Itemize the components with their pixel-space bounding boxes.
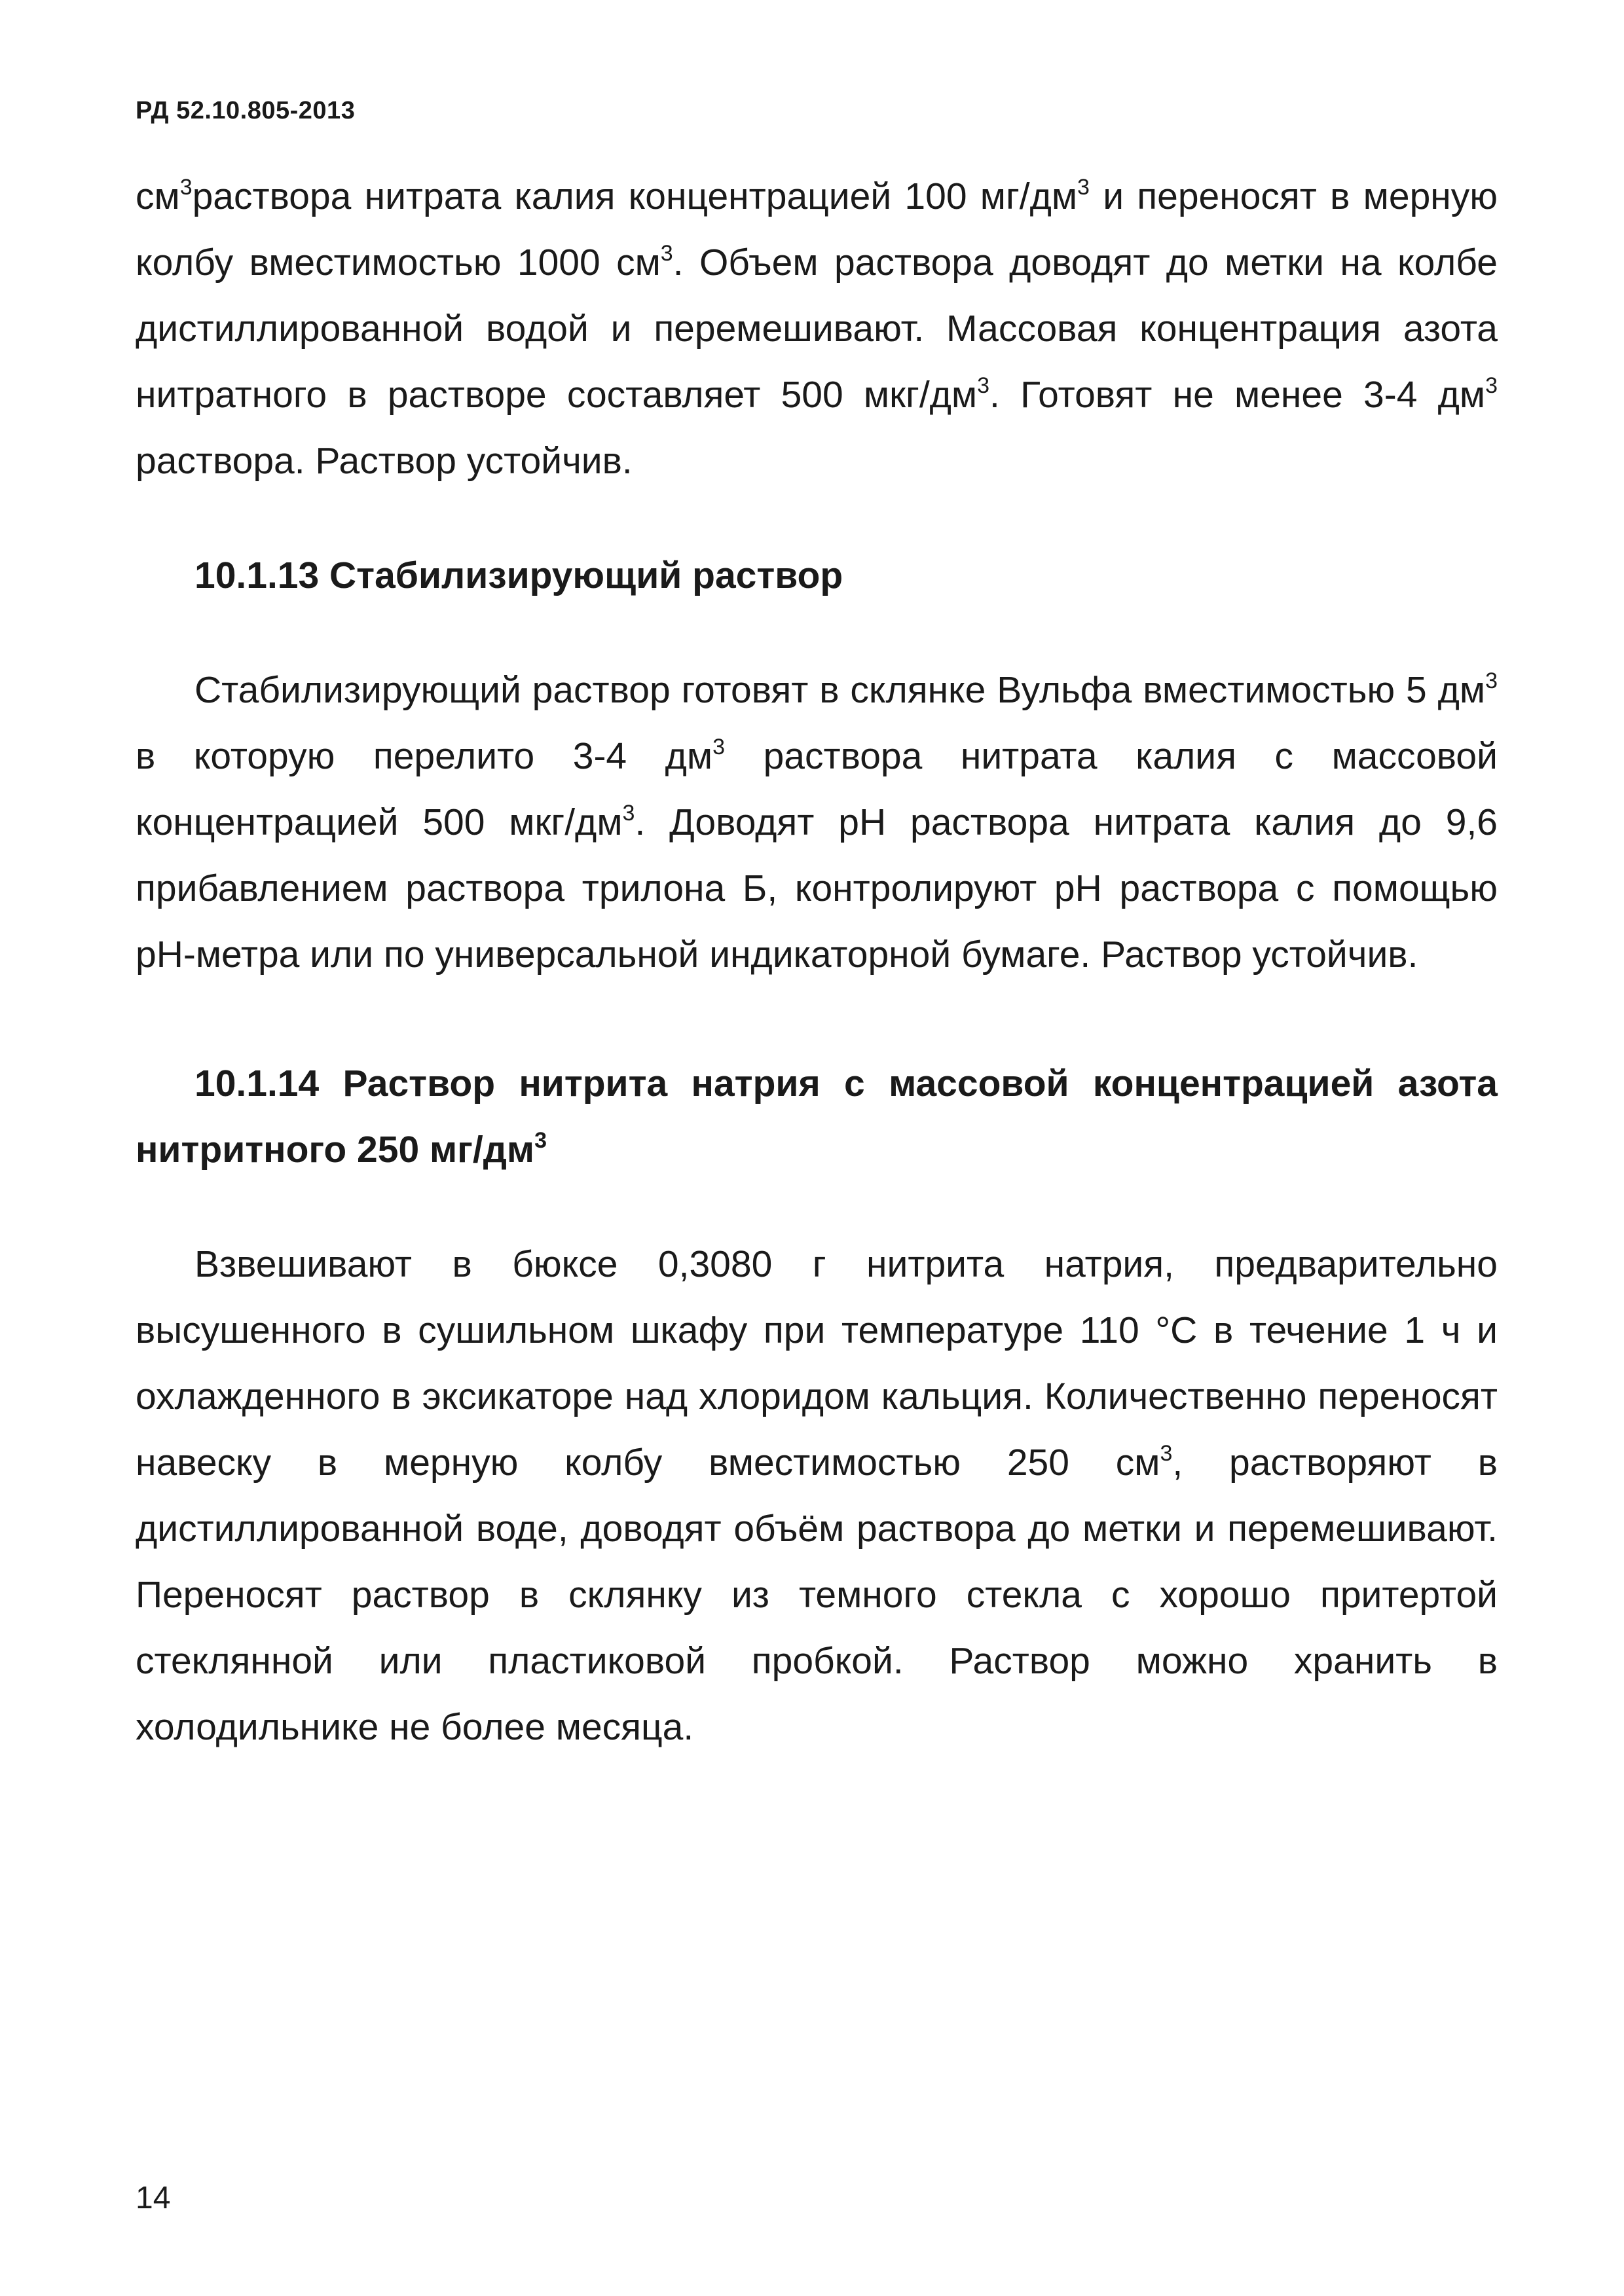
superscript: 3 xyxy=(1160,1441,1173,1466)
superscript: 3 xyxy=(977,373,990,398)
text-run: раствора нитрата калия концентрацией 100 мг/дм xyxy=(192,175,1078,217)
superscript: 3 xyxy=(1485,668,1498,693)
text-run: . Готовят не менее 3-4 дм xyxy=(989,374,1486,416)
spacer xyxy=(136,609,1498,657)
text-run: раствора. Раствор устойчив. xyxy=(136,440,633,482)
superscript: 3 xyxy=(660,241,673,266)
heading-text: 10.1.14 Раствор нитрита натрия с массовой концентрацией азота нитритного 250 мг/дм xyxy=(136,1063,1498,1171)
document-code-header: РД 52.10.805-2013 xyxy=(136,97,356,124)
section-heading-10-1-13: 10.1.13 Стабилизирующий раствор xyxy=(194,555,843,596)
spacer xyxy=(136,988,1498,1051)
spacer xyxy=(136,1183,1498,1231)
text-run: раствора нитрата калия с массовой концентрацией 500 мкг/дм xyxy=(136,735,1498,843)
continuation-paragraph xyxy=(136,164,1498,494)
text-run: , растворяют в дистиллированной воде, доводят объём раствора до метки и перемешивают. Переносят раствор в склянку из темного стекла с хорошо притертой стеклянной или пластиковой пробкой. Раствор можно хранить в холодильнике не более месяца. xyxy=(136,1442,1498,1748)
text-run: Взвешивают в бюксе 0,3080 г нитрита натрия, предварительно высушенного в сушильном шкафу при температуре 110 °С в течение 1 ч и охлажденного в эксикаторе над хлоридом кальция. Количественно переносят навеску в мерную колбу вместимостью 250 см xyxy=(136,1243,1498,1484)
page-content xyxy=(136,164,1498,1760)
text-run: . Объем раствора доводят до метки на колбе дистиллированной водой и перемешивают. Массовая концентрация азота нитратного в растворе составляет 500 мкг/дм xyxy=(136,242,1498,416)
superscript: 3 xyxy=(622,801,635,826)
text-run: Стабилизирующий раствор готовят в склянке Вульфа вместимостью 5 дм xyxy=(194,669,1486,711)
spacer xyxy=(136,494,1498,543)
superscript: 3 xyxy=(1485,373,1498,398)
sodium-nitrite-paragraph xyxy=(136,1231,1498,1760)
text-run: см xyxy=(136,175,180,217)
text-run: и переносят в мерную колбу вместимостью 1000 см xyxy=(136,175,1498,283)
superscript: 3 xyxy=(534,1128,547,1153)
superscript: 3 xyxy=(179,175,193,200)
section-heading-10-1-14 xyxy=(136,1051,1498,1183)
page-number: 14 xyxy=(136,2181,171,2215)
superscript: 3 xyxy=(712,735,726,759)
stabilizing-solution-paragraph xyxy=(136,657,1498,988)
text-run: . Доводят pH раствора нитрата калия до 9,6 прибавлением раствора трилона Б, контролируют pH раствора с помощью pH-метра или по универсальной индикаторной бумаге. Раствор устойчив. xyxy=(136,801,1498,975)
text-run: в которую перелито 3-4 дм xyxy=(136,735,713,777)
superscript: 3 xyxy=(1077,175,1090,200)
